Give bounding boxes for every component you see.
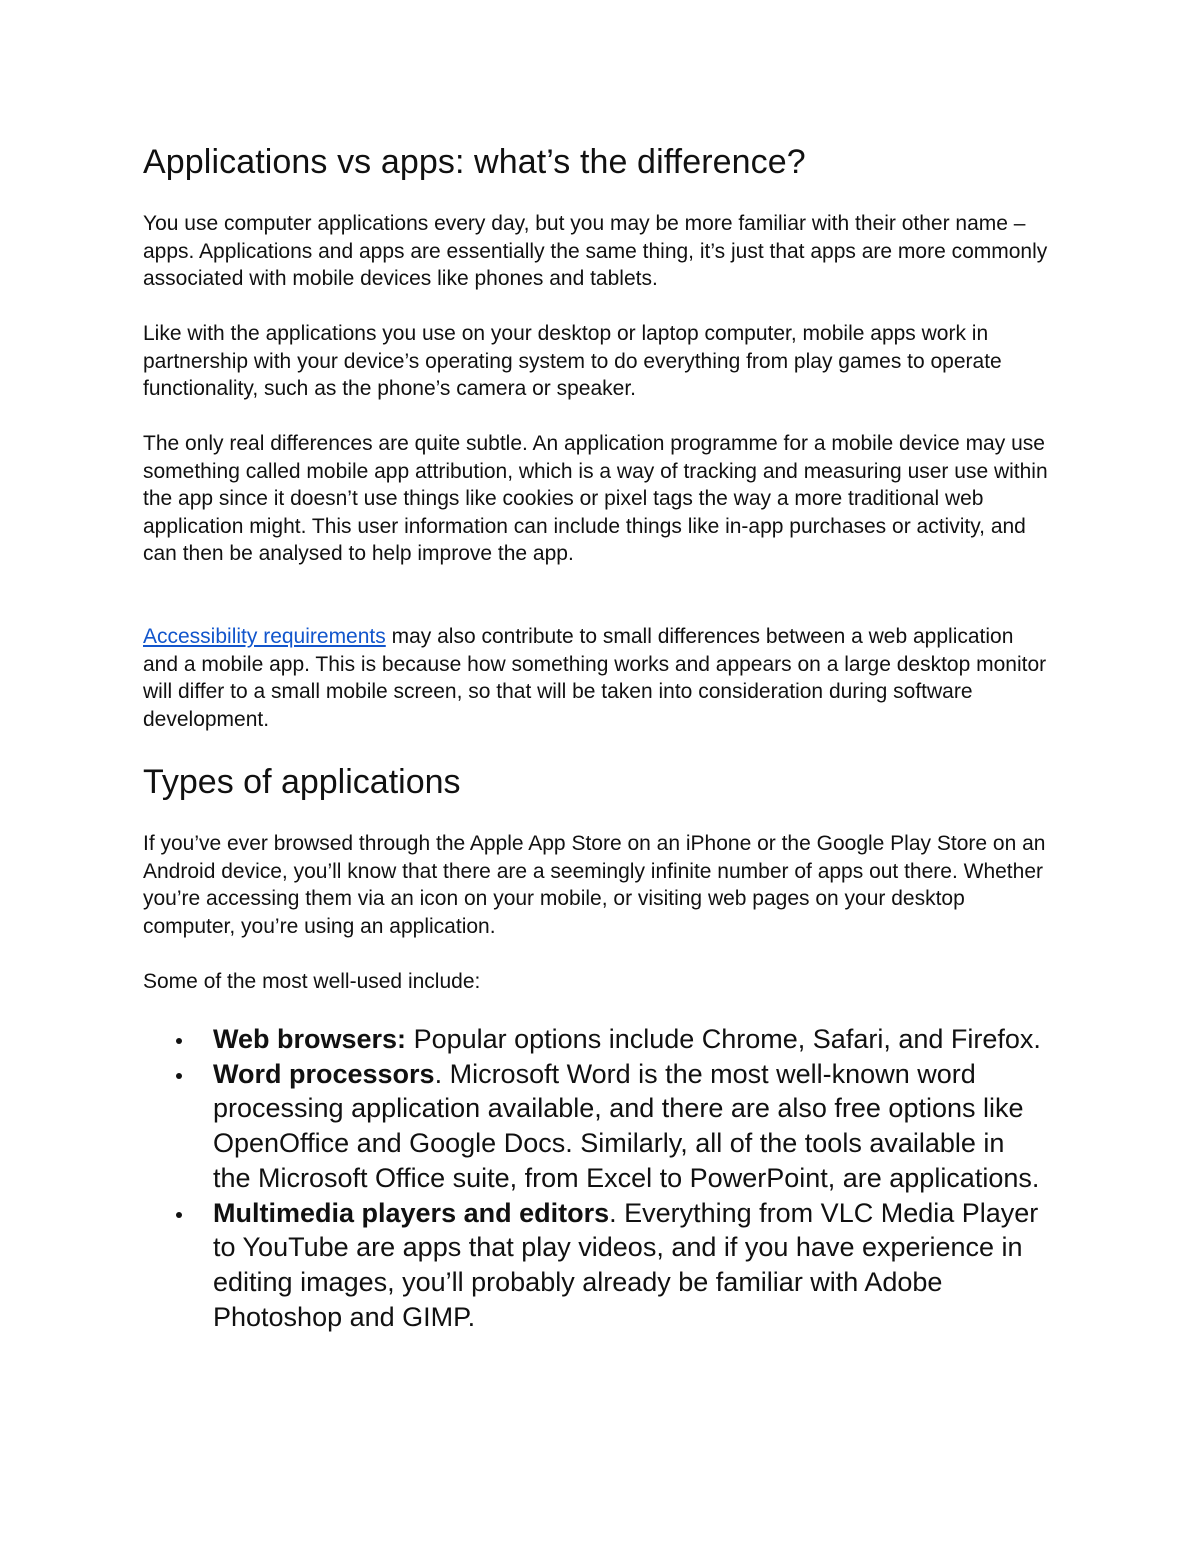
list-item-web-browsers	[143, 1022, 1048, 1057]
list-item-text: . Everything from VLC Media Player to YouTube are apps that play videos, and if you have experience in editing images, you’ll probably already be familiar with Adobe Photoshop and GIMP.	[213, 1197, 1039, 1332]
list-item-term: Multimedia players and editors	[213, 1197, 610, 1228]
list-item-term: Word processors	[213, 1058, 435, 1089]
list-item-word-processors	[143, 1057, 1048, 1196]
list-item-text: . Microsoft Word is the most well-known word processing application available, and there are also free options like OpenOffice and Google Docs. Similarly, all of the tools available in the Microsoft Office suite, from Excel to PowerPoint, are applications.	[213, 1058, 1040, 1193]
heading-applications-vs-apps: Applications vs apps: what’s the difference?	[143, 143, 806, 181]
list-item-text: Popular options include Chrome, Safari, and Firefox.	[406, 1024, 1041, 1054]
paragraph-accessibility	[143, 623, 1053, 733]
paragraph-mobile-apps: Like with the applications you use on your desktop or laptop computer, mobile apps work in partnership with your device’s operating system to do everything from play games to operate functionality, such as the phone’s camera or speaker.	[143, 322, 1002, 401]
list-item-multimedia	[143, 1196, 1048, 1335]
application-types-list	[143, 1022, 1048, 1334]
accessibility-requirements-link[interactable]: Accessibility requirements	[143, 625, 386, 648]
bullet-icon	[176, 1073, 182, 1079]
paragraph-app-stores: If you’ve ever browsed through the Apple App Store on an iPhone or the Google Play Store on an Android device, you’ll know that there are a seemingly infinite number of apps out there. Whether you’re accessing them via an icon on your mobile, or visiting web pages on your desktop computer, you’re using an application.	[143, 832, 1046, 938]
bullet-icon	[176, 1038, 182, 1044]
paragraph-differences: The only real differences are quite subtle. An application programme for a mobile device may use something called mobile app attribution, which is a way of tracking and measuring user use within the app since it doesn’t use things like cookies or pixel tags the way a more traditional web application might. This user information can include things like in-app purchases or activity, and can then be analysed to help improve the app.	[143, 432, 1048, 566]
paragraph-well-used: Some of the most well-used include:	[143, 970, 481, 993]
paragraph-accessibility-text: may also contribute to small differences between a web application and a mobile app. This is because how something works and appears on a large desktop monitor will differ to a small mobile screen, so that will be taken into consideration during software development.	[143, 625, 1047, 731]
bullet-icon	[176, 1212, 182, 1218]
heading-types-of-applications: Types of applications	[143, 763, 461, 801]
list-item-term: Web browsers:	[213, 1024, 407, 1054]
paragraph-intro: You use computer applications every day, but you may be more familiar with their other name – apps. Applications and apps are essentially the same thing, it’s just that apps are more commonly associated with mobile devices like phones and tablets.	[143, 212, 1048, 291]
